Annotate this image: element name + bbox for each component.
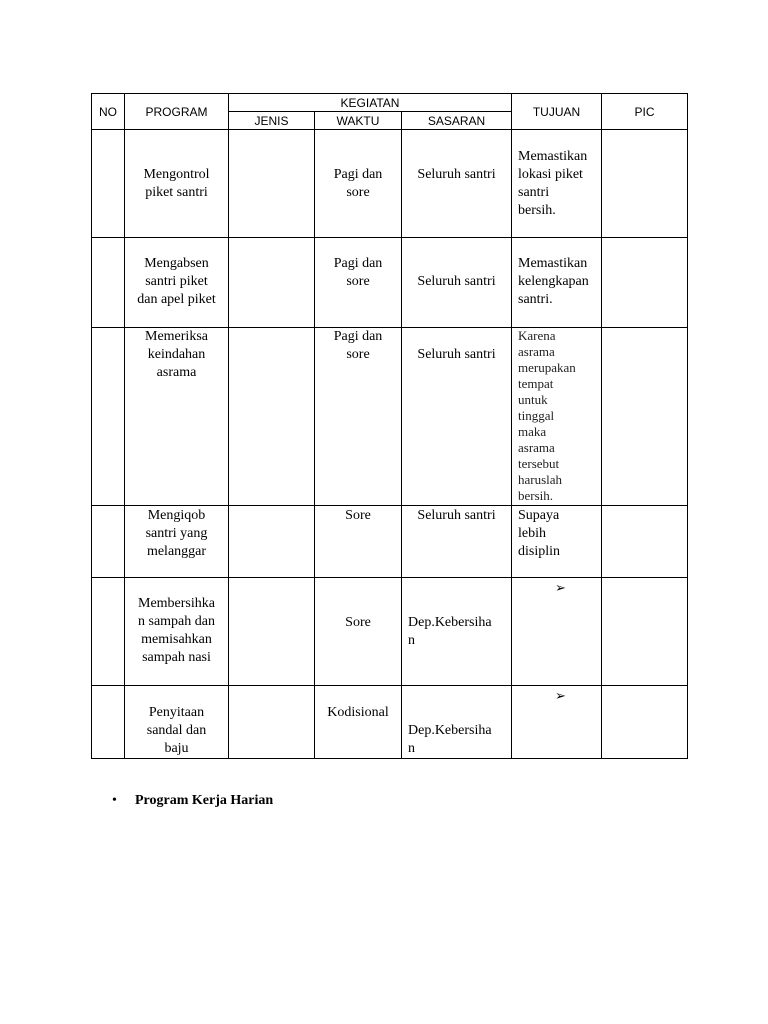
cell-no <box>92 686 125 759</box>
program-line: Mengiqob <box>147 508 206 523</box>
table-row <box>92 328 688 506</box>
tujuan-line: kelengkapan <box>518 274 589 289</box>
cell-no <box>92 506 125 578</box>
program-line: Memeriksa <box>145 329 208 344</box>
program-line: memisahkan <box>141 632 212 647</box>
section-heading <box>112 793 273 809</box>
cell-program <box>125 686 229 759</box>
cell-jenis <box>229 578 315 686</box>
cell-program <box>125 578 229 686</box>
program-line: piket santri <box>145 185 208 200</box>
sasaran-line: Seluruh santri <box>417 508 496 523</box>
cell-waktu <box>315 130 402 238</box>
tujuan-line: santri <box>518 185 550 200</box>
program-line: Mengontrol <box>143 167 210 182</box>
program-line: keindahan <box>147 347 206 362</box>
cell-tujuan <box>512 578 602 686</box>
program-line: santri yang <box>145 526 208 541</box>
cell-no <box>92 328 125 506</box>
cell-sasaran <box>402 130 512 238</box>
header-jenis: JENIS <box>229 112 315 130</box>
cell-sasaran <box>402 686 512 759</box>
sasaran-line: Dep.Kebersiha <box>408 723 492 738</box>
waktu-line: Pagi dan <box>333 329 383 344</box>
cell-jenis <box>229 506 315 578</box>
cell-tujuan <box>512 506 602 578</box>
arrow-bullet-icon: ➢ <box>555 688 566 703</box>
tujuan-line: Memastikan <box>518 149 588 164</box>
header-no: NO <box>92 94 125 130</box>
sasaran-line: Dep.Kebersiha <box>408 615 492 630</box>
cell-jenis <box>229 686 315 759</box>
cell-tujuan <box>512 328 602 506</box>
cell-tujuan <box>512 686 602 759</box>
sasaran-line: Seluruh santri <box>417 167 496 182</box>
cell-pic <box>602 238 688 328</box>
cell-program <box>125 130 229 238</box>
tujuan-line: tinggal <box>518 408 555 423</box>
sasaran-line: n <box>408 633 415 648</box>
header-program: PROGRAM <box>125 94 229 130</box>
arrow-bullet-icon: ➢ <box>555 580 566 595</box>
header-sasaran: SASARAN <box>402 112 512 130</box>
program-line: dan apel piket <box>137 292 216 307</box>
sasaran-line: n <box>408 741 415 756</box>
tujuan-line: merupakan <box>518 360 576 375</box>
waktu-line: sore <box>346 185 370 200</box>
program-line: melanggar <box>146 544 207 559</box>
cell-jenis <box>229 130 315 238</box>
tujuan-line: asrama <box>518 440 555 455</box>
program-line: Mengabsen <box>144 256 209 271</box>
program-line: sandal dan <box>146 723 207 738</box>
waktu-line: Pagi dan <box>333 256 383 271</box>
waktu-line: Kodisional <box>327 705 389 720</box>
tujuan-line: tempat <box>518 376 554 391</box>
header-pic: PIC <box>602 94 688 130</box>
sasaran-line: Seluruh santri <box>417 274 496 289</box>
cell-pic <box>602 130 688 238</box>
cell-waktu <box>315 506 402 578</box>
tujuan-line: disiplin <box>518 544 561 559</box>
table-row <box>92 130 688 238</box>
tujuan-line: Supaya <box>518 508 560 523</box>
cell-pic <box>602 328 688 506</box>
tujuan-line: tersebut <box>518 456 560 471</box>
header-waktu: WAKTU <box>315 112 402 130</box>
sasaran-line: Seluruh santri <box>417 347 496 362</box>
cell-no <box>92 578 125 686</box>
tujuan-line: lokasi piket <box>518 167 583 182</box>
tujuan-line: bersih. <box>518 203 556 218</box>
cell-waktu <box>315 578 402 686</box>
waktu-line: Sore <box>345 508 371 523</box>
tujuan-line: lebih <box>518 526 546 541</box>
tujuan-line: haruslah <box>518 472 563 487</box>
table-row <box>92 578 688 686</box>
cell-no <box>92 130 125 238</box>
cell-pic <box>602 578 688 686</box>
program-table <box>91 93 688 759</box>
tujuan-line: Memastikan <box>518 256 588 271</box>
cell-program <box>125 328 229 506</box>
cell-sasaran <box>402 328 512 506</box>
header-kegiatan: KEGIATAN <box>229 94 512 112</box>
cell-waktu <box>315 238 402 328</box>
waktu-line: sore <box>346 274 370 289</box>
cell-sasaran <box>402 238 512 328</box>
cell-no <box>92 238 125 328</box>
table-row <box>92 238 688 328</box>
bullet-icon: • <box>112 793 117 808</box>
waktu-line: sore <box>346 347 370 362</box>
cell-program <box>125 506 229 578</box>
cell-jenis <box>229 328 315 506</box>
program-line: n sampah dan <box>138 614 215 629</box>
waktu-line: Sore <box>345 615 371 630</box>
tujuan-line: Karena <box>518 328 556 343</box>
tujuan-line: untuk <box>518 392 548 407</box>
table-row <box>92 506 688 578</box>
cell-program <box>125 238 229 328</box>
cell-tujuan <box>512 130 602 238</box>
cell-sasaran <box>402 506 512 578</box>
tujuan-line: santri. <box>518 292 553 307</box>
program-line: Penyitaan <box>148 705 205 720</box>
cell-waktu <box>315 686 402 759</box>
tujuan-line: bersih. <box>518 488 554 503</box>
cell-tujuan <box>512 238 602 328</box>
waktu-line: Pagi dan <box>333 167 383 182</box>
cell-sasaran <box>402 578 512 686</box>
program-line: sampah nasi <box>142 650 211 665</box>
program-line: asrama <box>156 365 197 380</box>
cell-jenis <box>229 238 315 328</box>
tujuan-line: asrama <box>518 344 555 359</box>
program-line: Membersihka <box>138 596 215 611</box>
table-row <box>92 686 688 759</box>
section-heading-text: Program Kerja Harian <box>135 793 274 808</box>
program-line: santri piket <box>145 274 208 289</box>
cell-pic <box>602 506 688 578</box>
program-line: baju <box>164 741 189 756</box>
cell-waktu <box>315 328 402 506</box>
cell-pic <box>602 686 688 759</box>
tujuan-line: maka <box>518 424 547 439</box>
header-tujuan: TUJUAN <box>512 94 602 130</box>
